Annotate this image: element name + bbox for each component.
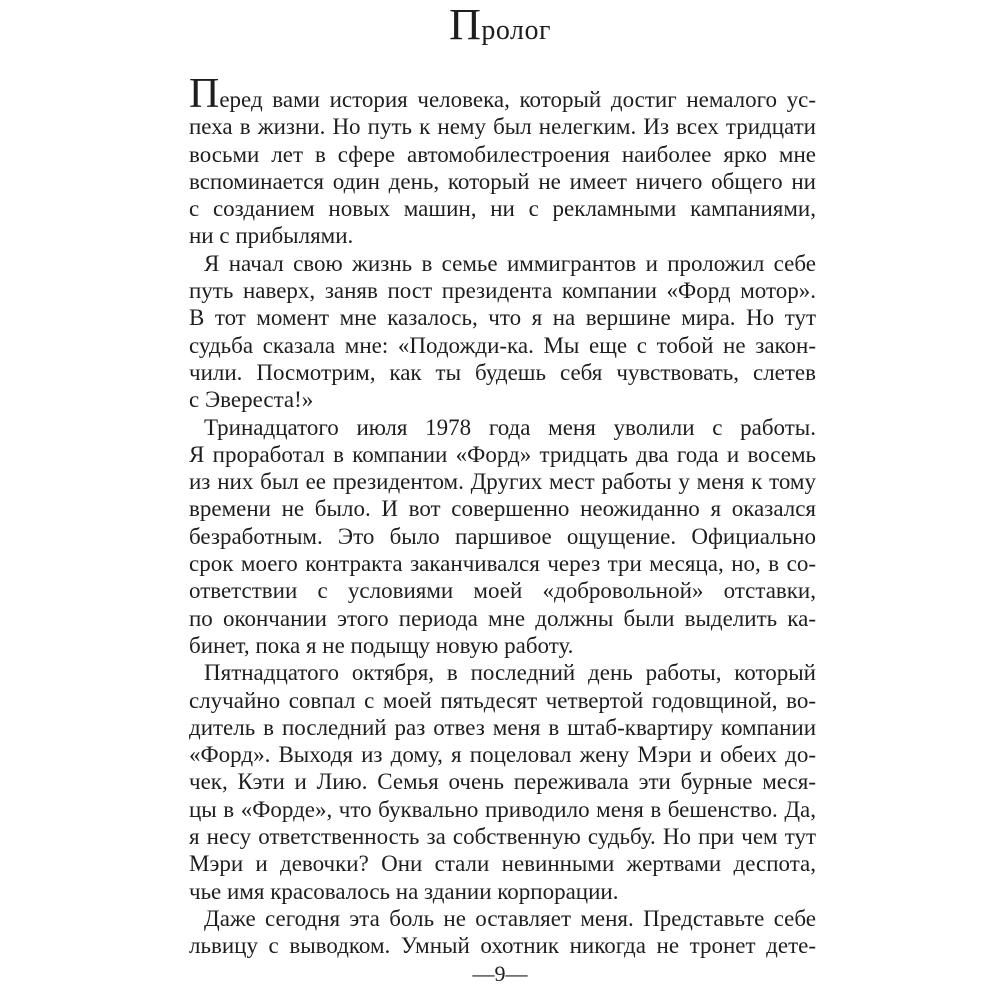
text-line: Я проработал в компании «Форд» тридцать два года и восемь <box>189 441 816 467</box>
text-line: безработным. Это было паршивое ощущение. Официально <box>189 523 816 549</box>
text-line: чье имя красовалось на здании корпорации. <box>189 878 619 904</box>
paragraph <box>189 250 816 414</box>
paragraph <box>189 905 816 960</box>
text-line: ответствии с условиями моей «добровольной» отставки, <box>189 578 816 604</box>
text-line: по окончании этого периода мне должны были выделить ка- <box>189 605 816 631</box>
text-line: чек, Кэти и Лию. Семья очень переживала эти бурные меся- <box>189 769 816 795</box>
text-line: вспоминается один день, который не имеет ничего общего ни <box>189 168 816 194</box>
chapter-title-initial: П <box>449 0 482 49</box>
text-line: «Форд». Выходя из дому, я поцеловал жену Мэри и обеих до- <box>189 742 816 768</box>
text-line: времени не было. И вот совершенно неожиданно я оказался <box>189 496 816 522</box>
paragraph <box>189 414 816 660</box>
text-line: с созданием новых машин, ни с рекламными кампаниями, <box>189 196 816 222</box>
text-line: дитель в последний раз отвез меня в штаб-квартиру компании <box>189 714 816 740</box>
text-line: Перед вами история человека, который достиг немалого ус- <box>189 71 816 117</box>
text-line: львицу с выводком. Умный охотник никогда не тронет дете- <box>189 933 816 959</box>
text-line: восьми лет в сфере автомобилестроения наиболее ярко мне <box>189 141 816 167</box>
raised-capital: П <box>189 71 220 117</box>
text-line: судьба сказала мне: «Подожди-ка. Мы еще с тобой не закон- <box>189 332 816 358</box>
text-line: цы в «Форде», что буквально приводило меня в бешенство. Да, <box>189 796 816 822</box>
text-line: Я начал свою жизнь в семье иммигрантов и проложил себе <box>204 250 816 276</box>
text-line: Пятнадцатого октября, в последний день работы, который <box>204 660 816 686</box>
text-line: из них был ее президентом. Других мест работы у меня к тому <box>189 469 816 495</box>
text-line: В тот момент мне казалось, что я на вершине мира. Но тут <box>189 305 816 331</box>
chapter-title <box>0 0 1000 49</box>
text-line: пеха в жизни. Но путь к нему был нелегким. Из всех тридцати <box>189 114 816 140</box>
text-line: ни с прибылями. <box>189 223 354 249</box>
text-line: бинет, пока я не подыщу новую работу. <box>189 632 574 658</box>
page-number: —9— <box>472 961 528 986</box>
text-line: срок моего контракта заканчивался через три месяца, но, в со- <box>189 551 816 577</box>
body-text <box>189 71 816 960</box>
text-line: Мэри и девочки? Они стали невинными жертвами деспота, <box>189 851 816 877</box>
text-line: Даже сегодня эта боль не оставляет меня. Представьте себе <box>204 905 816 931</box>
text-line: я несу ответственность за собственную судьбу. Но при чем тут <box>189 824 816 850</box>
paragraph <box>189 71 816 250</box>
text-line: путь наверх, заняв пост президента компании «Форд мотор». <box>189 278 816 304</box>
chapter-title-rest: ролог <box>481 15 551 46</box>
text-line: Тринадцатого июля 1978 года меня уволили с работы. <box>204 414 816 440</box>
text-line: с Эвереста!» <box>189 387 314 413</box>
paragraph <box>189 659 816 905</box>
text-line: случайно совпал с моей пятьдесят четвертой годовщиной, во- <box>189 687 816 713</box>
text-line: чили. Посмотрим, как ты будешь себя чувствовать, слетев <box>189 359 816 385</box>
